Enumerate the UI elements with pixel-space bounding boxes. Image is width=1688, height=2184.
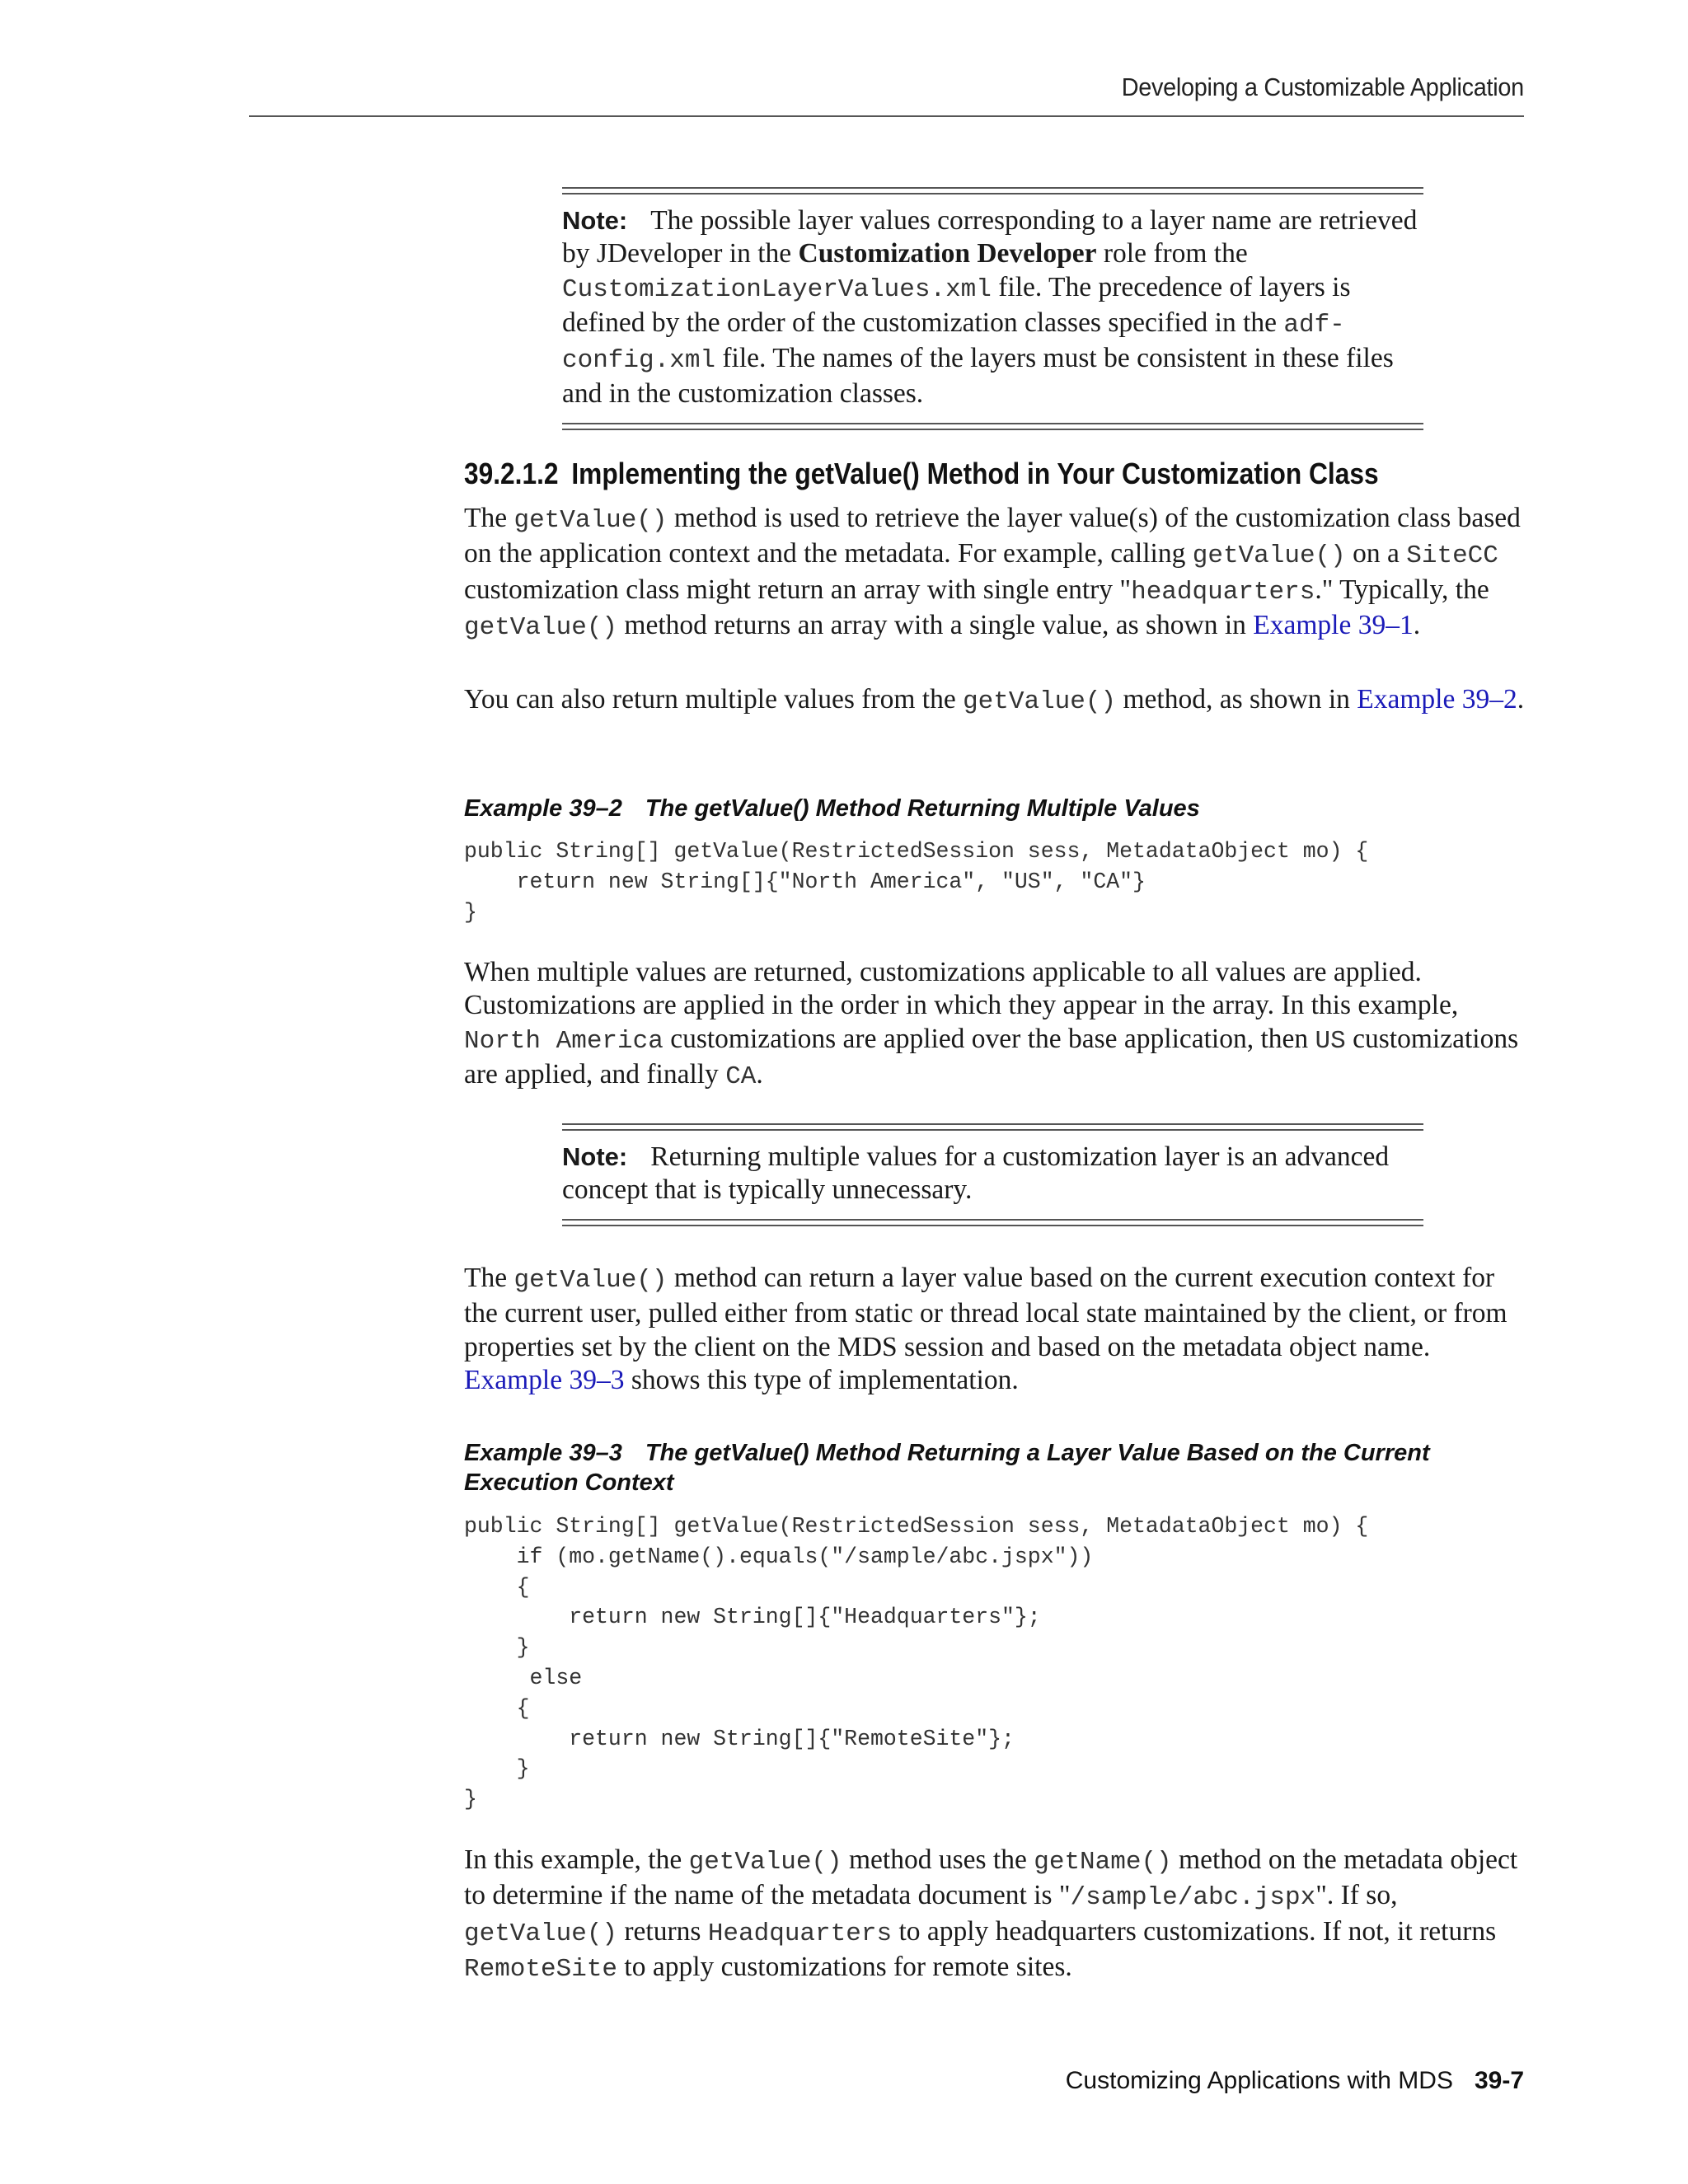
example-39-1-link[interactable]: Example 39–1 [1253, 609, 1414, 640]
inline-code: getValue() [963, 687, 1117, 716]
inline-code: getValue() [513, 1266, 668, 1295]
note-top-rule [562, 1123, 1423, 1131]
example-39-3-link[interactable]: Example 39–3 [464, 1364, 625, 1395]
inline-code: headquarters [1131, 577, 1315, 607]
header-divider [249, 115, 1524, 117]
note-bottom-rule [562, 423, 1423, 430]
note-bottom-rule [562, 1219, 1423, 1226]
example-title: The getValue() Method Returning a Layer Value Based on the Current Execution Context [464, 1440, 1430, 1496]
note-label: Note: [562, 1142, 628, 1171]
inline-code: CustomizationLayerValues.xml [562, 274, 992, 304]
paragraph: In this example, the getValue() method uses the getName() method on the metadata object to determine if the name of the metadata document is "/sample/abc.jspx". If so, getValue() returns Headquarters to apply headquarters customizations. If not, it returns RemoteSite to apply customizations for remote sites. [464, 1844, 1518, 1984]
example-title: The getValue() Method Returning Multiple Values [645, 795, 1200, 822]
inline-code: US [1315, 1026, 1346, 1056]
paragraph: When multiple values are returned, customizations applicable to all values are applied. Customizations are applied in the order in which they appear in the array. In this example, North America customizations are applied over the base application, then US customizations are applied, and finally CA. [464, 957, 1519, 1091]
page-number: 39-7 [1474, 2067, 1524, 2094]
inline-code: RemoteSite [464, 1954, 618, 1984]
ui-role-name: Customization Developer [798, 238, 1097, 269]
page-footer [1066, 2067, 1524, 2095]
example-number: Example 39–3 [464, 1440, 622, 1466]
example-number: Example 39–2 [464, 795, 622, 822]
inline-code: getValue() [1192, 541, 1346, 571]
inline-code: North America [464, 1026, 663, 1056]
note-box [562, 187, 1423, 430]
note-label: Note: [562, 206, 628, 235]
example-caption [464, 1438, 1494, 1497]
inline-code: CA [725, 1062, 757, 1091]
inline-code: getValue() [464, 1919, 618, 1948]
note-text: Note: The possible layer values corresponding to a layer name are retrieved by JDeveloper in the Customization Developer role from the CustomizationLayerValues.xml file. The precedence of layers is defined by the order of the customization classes specified in the adf-config.xml file. The names of the layers must be consistent in these files and in the customization classes. [562, 205, 1418, 410]
paragraph: You can also return multiple values from the getValue() method, as shown in Example 39–2. [464, 684, 1525, 716]
paragraph: The getValue() method is used to retrieve the layer value(s) of the customization class based on the application context and the metadata. For example, calling getValue() on a SiteCC customization class might return an array with single entry "headquarters." Typically, the getValue() method returns an array with a single value, as shown in Example 39–1. [464, 503, 1521, 642]
paragraph: The getValue() method can return a layer value based on the current execution context for the current user, pulled either from static or thread local state maintained by the client, or from properties set by the client on the MDS session and based on the metadata object name. Example 39–3 shows this type of implementation. [464, 1263, 1507, 1395]
section-title: Implementing the getValue() Method in Your Customization Class [571, 457, 1379, 490]
inline-code: getName() [1034, 1848, 1172, 1877]
section-number: 39.2.1.2 [464, 457, 559, 490]
note-box [562, 1123, 1423, 1226]
code-block: public String[] getValue(RestrictedSession sess, MetadataObject mo) { return new String[]{"North America", "US", "CA"} } [464, 839, 1369, 925]
section-heading [464, 457, 1379, 491]
inline-code: Headquarters [707, 1919, 893, 1948]
code-block: public String[] getValue(RestrictedSession sess, MetadataObject mo) { if (mo.getName().equals("/sample/abc.jspx")) { return new String[]{"Headquarters"}; } else { return new String[]{"RemoteSite"}; } } [464, 1514, 1369, 1812]
note-text: Note: Returning multiple values for a customization layer is an advanced concept that is typically unnecessary. [562, 1141, 1390, 1206]
footer-title: Customizing Applications with MDS [1065, 2067, 1453, 2094]
running-header: Developing a Customizable Application [1121, 73, 1524, 101]
example-39-2-link[interactable]: Example 39–2 [1357, 684, 1517, 715]
inline-code: getValue() [464, 612, 618, 642]
inline-code: getValue() [513, 506, 668, 535]
inline-code: adf-config.xml [562, 310, 1345, 376]
inline-code: getValue() [688, 1848, 842, 1877]
inline-code: SiteCC [1406, 541, 1498, 571]
note-top-rule [562, 187, 1423, 194]
inline-code: /sample/abc.jspx [1070, 1883, 1316, 1913]
example-caption [464, 794, 1494, 823]
